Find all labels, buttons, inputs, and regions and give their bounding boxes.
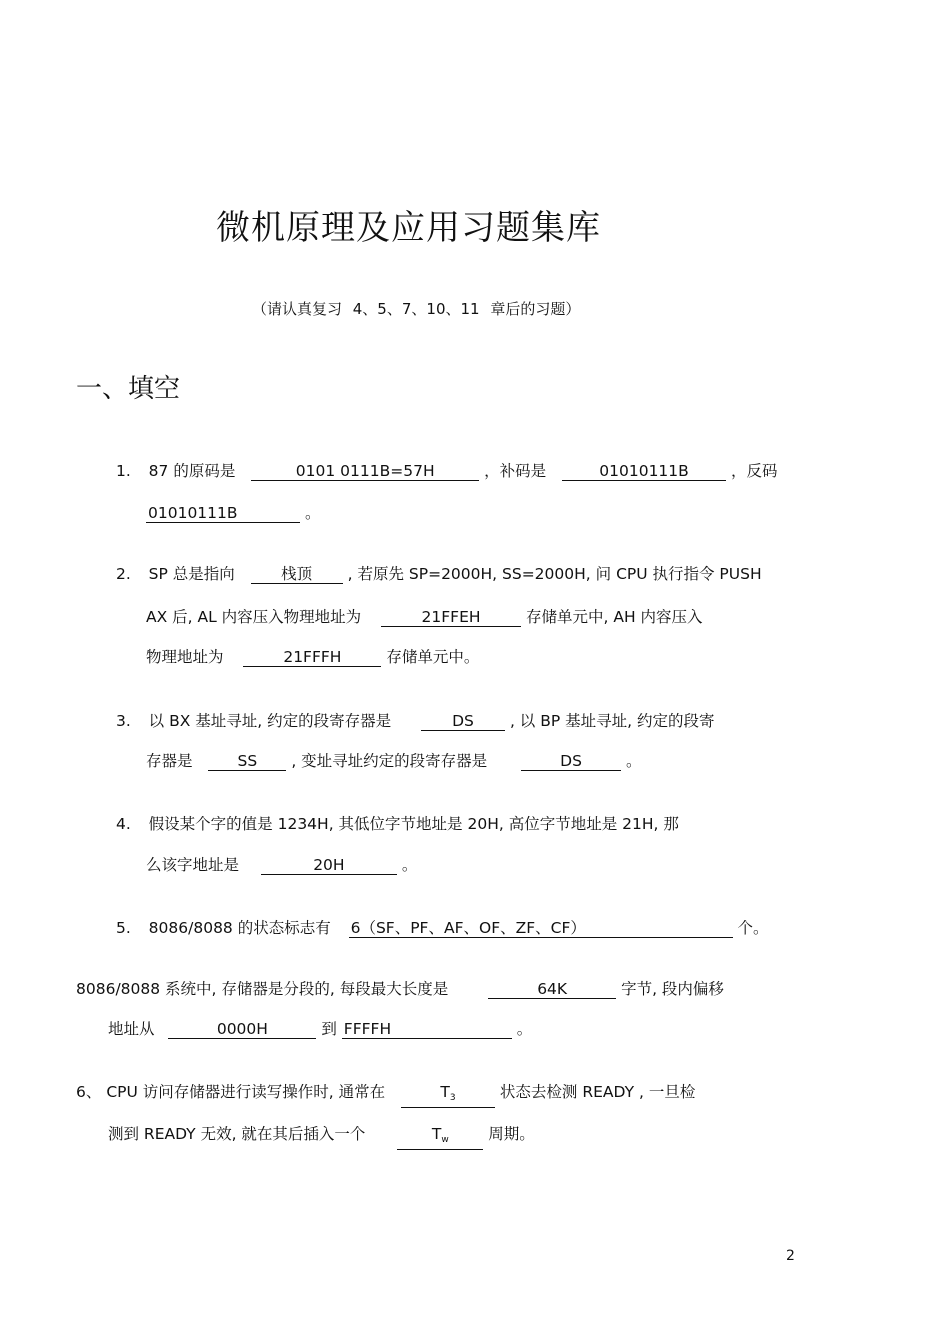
question-memory-line-1 xyxy=(76,979,724,999)
page-number: 2 xyxy=(786,1248,795,1264)
question-number: 5. xyxy=(116,919,131,937)
question-text: 。 xyxy=(304,504,321,522)
answer-blank: 64K xyxy=(488,980,616,999)
question-text: 87 的原码是 xyxy=(148,462,236,480)
question-text: 测到 READY 无效, 就在其后插入一个 xyxy=(108,1125,366,1143)
question-text: 存储单元中, AH 内容压入 xyxy=(525,608,703,626)
answer-blank: 21FFFH xyxy=(243,648,381,667)
question-text: , 以 BP 基址寻址, 约定的段寄 xyxy=(509,712,715,730)
question-text: 状态去检测 READY , 一旦检 xyxy=(499,1083,696,1101)
question-1-line-1 xyxy=(116,461,777,481)
question-text: 。 xyxy=(401,856,418,874)
question-text: 到 xyxy=(321,1020,337,1038)
answer-blank: 栈顶 xyxy=(251,565,343,584)
question-number: 1. xyxy=(116,462,131,480)
page-subtitle: （请认真复习 4、5、7、10、11 章后的习题） xyxy=(252,300,581,318)
answer-blank: 6（SF、PF、AF、OF、ZF、CF） xyxy=(349,919,733,938)
question-text: 字节, 段内偏移 xyxy=(621,980,724,998)
question-3-line-1 xyxy=(116,711,715,731)
answer-blank: 01010111B xyxy=(562,462,726,481)
question-text: 么该字地址是 xyxy=(146,856,240,874)
question-number: 3. xyxy=(116,712,131,730)
answer-blank: SS xyxy=(208,752,286,771)
question-text: ，补码是 xyxy=(484,462,547,480)
question-text: SP 总是指向 xyxy=(148,565,235,583)
question-number: 4. xyxy=(116,815,131,833)
answer-blank: $T_3$ xyxy=(401,1083,495,1108)
question-text: 。 xyxy=(516,1020,533,1038)
question-text: , 变址寻址约定的段寄存器是 xyxy=(291,752,488,770)
question-text: 假设某个字的值是 1234H, 其低位字节地址是 20H, 高位字节地址是 21H, 那 xyxy=(148,815,679,833)
question-memory-line-2 xyxy=(108,1019,532,1039)
question-text: , 若原先 SP=2000H, SS=2000H, 问 CPU 执行指令 PUSH xyxy=(347,565,762,583)
question-text: 个。 xyxy=(737,919,769,937)
answer-blank: 01010111B xyxy=(146,504,300,523)
question-text: AX 后, AL 内容压入物理地址为 xyxy=(146,608,362,626)
question-number: 6、 xyxy=(76,1083,102,1101)
question-5-line-1 xyxy=(116,918,769,938)
answer-blank: DS xyxy=(521,752,621,771)
question-text: CPU 访问存储器进行读写操作时, 通常在 xyxy=(106,1083,386,1101)
question-text: 地址从 xyxy=(108,1020,155,1038)
question-text: 8086/8088 的状态标志有 xyxy=(148,919,331,937)
question-text: 物理地址为 xyxy=(146,648,224,666)
question-4-line-1 xyxy=(116,814,679,834)
answer-blank: DS xyxy=(421,712,505,731)
answer-blank: 0101 0111B=57H xyxy=(251,462,479,481)
question-3-line-2 xyxy=(146,751,642,771)
question-text: 8086/8088 系统中, 存储器是分段的, 每段最大长度是 xyxy=(76,980,449,998)
question-4-line-2 xyxy=(146,855,417,875)
question-text: 。 xyxy=(626,752,642,770)
question-text: 以 BX 基址寻址, 约定的段寄存器是 xyxy=(148,712,392,730)
answer-blank: 0000H xyxy=(168,1020,316,1039)
question-2-line-3 xyxy=(146,647,479,667)
question-6-line-2 xyxy=(108,1124,535,1150)
question-text: 周期。 xyxy=(488,1125,535,1143)
question-text: 存器是 xyxy=(146,752,193,770)
question-1-line-2 xyxy=(146,503,320,523)
question-text: 存储单元中。 xyxy=(386,648,480,666)
answer-blank: 21FFEH xyxy=(381,608,521,627)
question-number: 2. xyxy=(116,565,131,583)
answer-blank: $T_w$ xyxy=(397,1125,483,1150)
question-text: ，反码 xyxy=(730,462,778,480)
section-heading: 一、填空 xyxy=(76,374,181,404)
page-title: 微机原理及应用习题集库 xyxy=(216,208,601,248)
question-2-line-1 xyxy=(116,564,762,584)
answer-blank: 20H xyxy=(261,856,397,875)
question-2-line-2 xyxy=(146,607,703,627)
answer-blank: FFFFH xyxy=(342,1020,512,1039)
question-6-line-1 xyxy=(76,1082,695,1108)
